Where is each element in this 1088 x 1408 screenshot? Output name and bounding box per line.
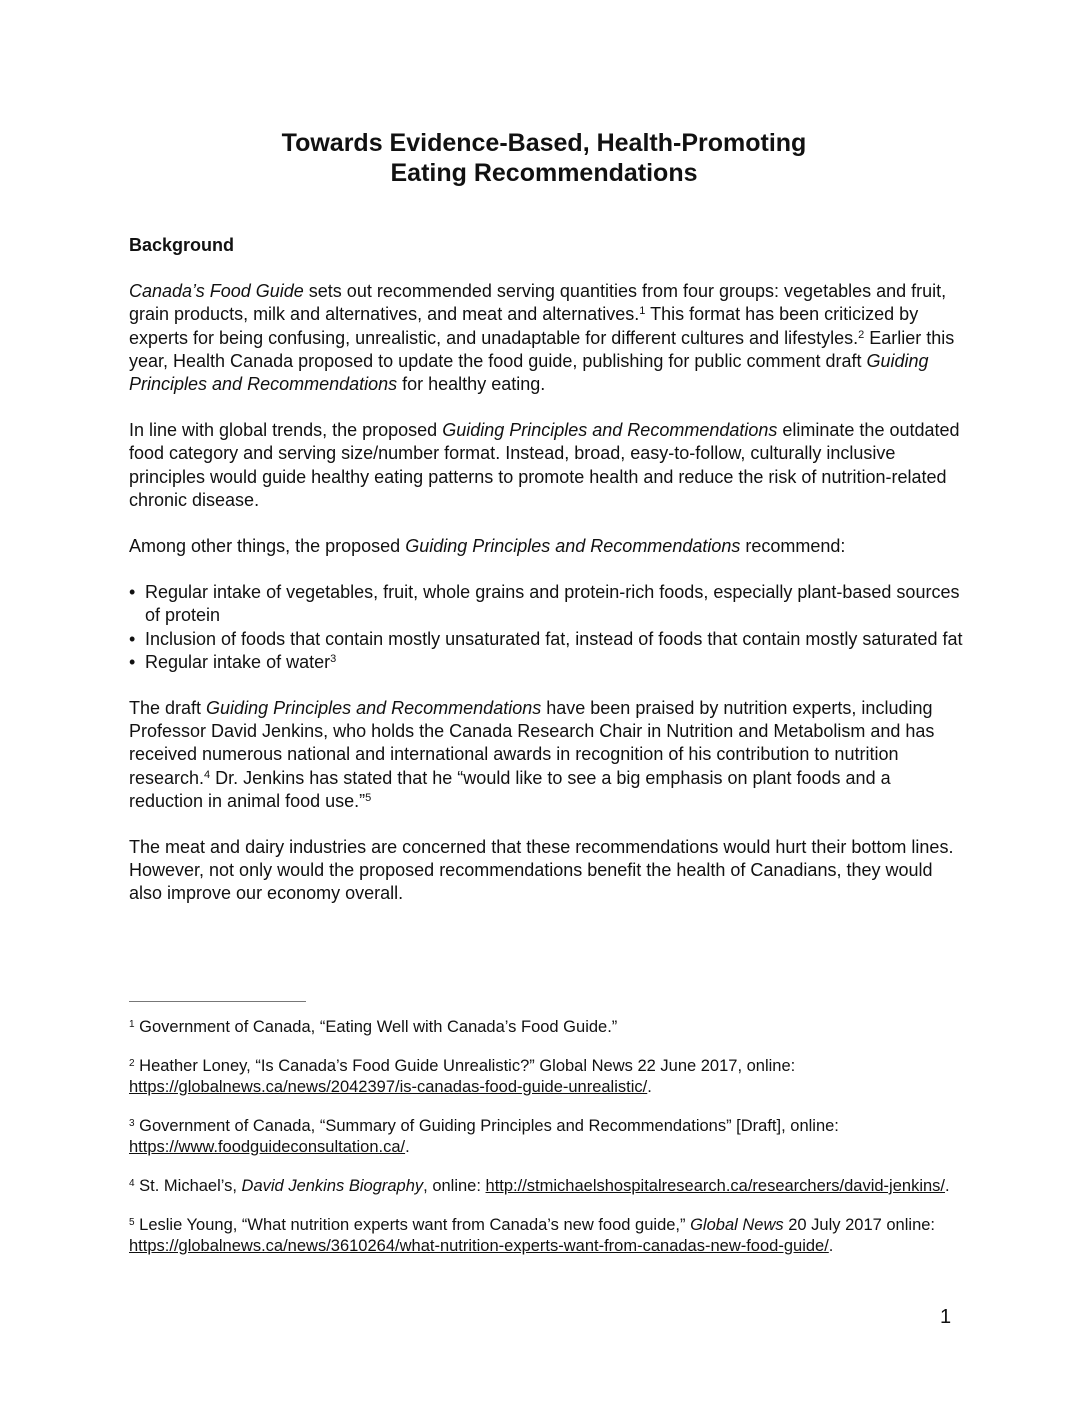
title-line-1: Towards Evidence-Based, Health-Promoting bbox=[281, 129, 807, 157]
paragraph-4 bbox=[129, 697, 969, 813]
paragraph-2 bbox=[129, 419, 969, 512]
footnotes bbox=[129, 1017, 969, 1275]
food-guide-title: Canada’s Food Guide bbox=[129, 281, 304, 302]
section-heading: Background bbox=[129, 235, 235, 255]
guiding-principles-title: Guiding Principles and Recommendations bbox=[206, 698, 542, 719]
list-item bbox=[129, 628, 969, 651]
bullet-marker: • bbox=[129, 582, 136, 603]
footnote-link[interactable]: https://globalnews.ca/news/3610264/what-nutrition-experts-want-from-canadas-new-food-guide/ bbox=[129, 1237, 829, 1255]
footnote-1 bbox=[129, 1017, 969, 1038]
guiding-principles-title: Guiding Principles and Recommendations bbox=[405, 536, 741, 557]
paragraph-1 bbox=[129, 280, 969, 396]
p3-text-1: Among other things, the proposed bbox=[129, 536, 406, 557]
footnote-text: Heather Loney, “Is Canada’s Food Guide Unrealistic?” Global News 22 June 2017, online: bbox=[134, 1057, 796, 1075]
p4-text-2: have been praised by nutrition experts, including Professor David Jenkins, who holds the Canada Research Chair in Nutrition and Metabolism and has received numerous national and international awards in recognition of his contribution to nutrition research. bbox=[129, 698, 935, 788]
list-item bbox=[129, 581, 969, 627]
document-title bbox=[0, 128, 1088, 188]
footnote-number: 2 bbox=[129, 1058, 135, 1069]
footnote-ref-1[interactable]: 1 bbox=[639, 305, 646, 318]
list-item-text: Regular intake of vegetables, fruit, whole grains and protein-rich foods, especially plant-based sources of protein bbox=[145, 582, 960, 626]
footnote-2 bbox=[129, 1056, 969, 1098]
footnote-end: . bbox=[405, 1138, 410, 1156]
footnote-ref-3[interactable]: 3 bbox=[330, 652, 337, 665]
footnote-ref-5[interactable]: 5 bbox=[365, 791, 372, 804]
footnote-ref-4[interactable]: 4 bbox=[204, 768, 211, 781]
footnote-link[interactable]: http://stmichaelshospitalresearch.ca/researchers/david-jenkins/ bbox=[485, 1177, 945, 1195]
footnote-italic: Global News bbox=[690, 1216, 784, 1234]
footnote-end: . bbox=[945, 1177, 950, 1195]
list-item-text: Inclusion of foods that contain mostly unsaturated fat, instead of foods that contain mostly saturated fat bbox=[145, 628, 963, 649]
footnote-5 bbox=[129, 1215, 969, 1257]
footnote-text: Government of Canada, “Summary of Guiding Principles and Recommendations” [Draft], online: bbox=[134, 1117, 839, 1135]
footnote-link[interactable]: https://globalnews.ca/news/2042397/is-canadas-food-guide-unrealistic/ bbox=[129, 1078, 648, 1096]
guiding-principles-title: Guiding Principles and Recommendations bbox=[129, 350, 929, 395]
paragraph-3 bbox=[129, 535, 969, 558]
p1-text-3: Earlier this year, Health Canada proposed to update the food guide, publishing for public comment draft bbox=[129, 327, 955, 371]
p4-text-3: Dr. Jenkins has stated that he “would like to see a big emphasis on plant foods and a reduction in animal food use.” bbox=[129, 767, 891, 811]
footnote-number: 3 bbox=[129, 1118, 135, 1129]
footnote-text: Government of Canada, “Eating Well with Canada’s Food Guide.” bbox=[134, 1018, 618, 1036]
body-content bbox=[129, 234, 969, 929]
page-number: 1 bbox=[940, 1306, 952, 1328]
footnote-3 bbox=[129, 1116, 969, 1158]
footnote-4 bbox=[129, 1176, 969, 1197]
footnote-end: . bbox=[647, 1078, 652, 1096]
list-item bbox=[129, 651, 969, 674]
p2-text-1: In line with global trends, the proposed bbox=[129, 420, 443, 441]
footnote-divider bbox=[129, 1001, 306, 1002]
footnote-italic: David Jenkins Biography bbox=[241, 1177, 424, 1195]
p2-text-2: eliminate the outdated food category and serving size/number format. Instead, broad, easy-to-follow, culturally inclusive principles would guide healthy eating patterns to promote health and reduce the risk of nutrition-related chronic disease. bbox=[129, 420, 960, 510]
title-line-2: Eating Recommendations bbox=[390, 159, 698, 187]
bullet-marker: • bbox=[129, 628, 136, 649]
recommendations-list bbox=[129, 581, 969, 674]
footnote-text: , online: bbox=[423, 1177, 486, 1195]
footnote-text: Leslie Young, “What nutrition experts want from Canada’s new food guide,” bbox=[134, 1216, 691, 1234]
p3-text-2: recommend: bbox=[740, 536, 846, 557]
footnote-number: 1 bbox=[129, 1019, 135, 1030]
p4-text-1: The draft bbox=[129, 698, 207, 719]
p1-text-1: sets out recommended serving quantities from four groups: vegetables and fruit, grain products, milk and alternatives, and meat and alternatives. bbox=[129, 281, 947, 325]
paragraph-5: The meat and dairy industries are concerned that these recommendations would hurt their bottom lines. However, not only would the proposed recommendations benefit the health of Canadians, they would also improve our economy overall. bbox=[129, 837, 954, 904]
footnote-number: 4 bbox=[129, 1178, 135, 1189]
p1-text-2: This format has been criticized by experts for being confusing, unrealistic, and unadaptable for different cultures and lifestyles. bbox=[129, 304, 919, 348]
list-item-text: Regular intake of water bbox=[145, 651, 331, 672]
footnote-text: 20 July 2017 online: bbox=[783, 1216, 936, 1234]
p1-text-4: for healthy eating. bbox=[397, 374, 546, 395]
footnote-end: . bbox=[828, 1237, 834, 1255]
footnote-link[interactable]: https://www.foodguideconsultation.ca/ bbox=[129, 1138, 406, 1156]
footnote-ref-2[interactable]: 2 bbox=[858, 328, 865, 341]
bullet-marker: • bbox=[129, 651, 136, 672]
footnote-text: St. Michael’s, bbox=[134, 1177, 242, 1195]
footnote-number: 5 bbox=[129, 1217, 135, 1228]
guiding-principles-title: Guiding Principles and Recommendations bbox=[442, 420, 778, 441]
